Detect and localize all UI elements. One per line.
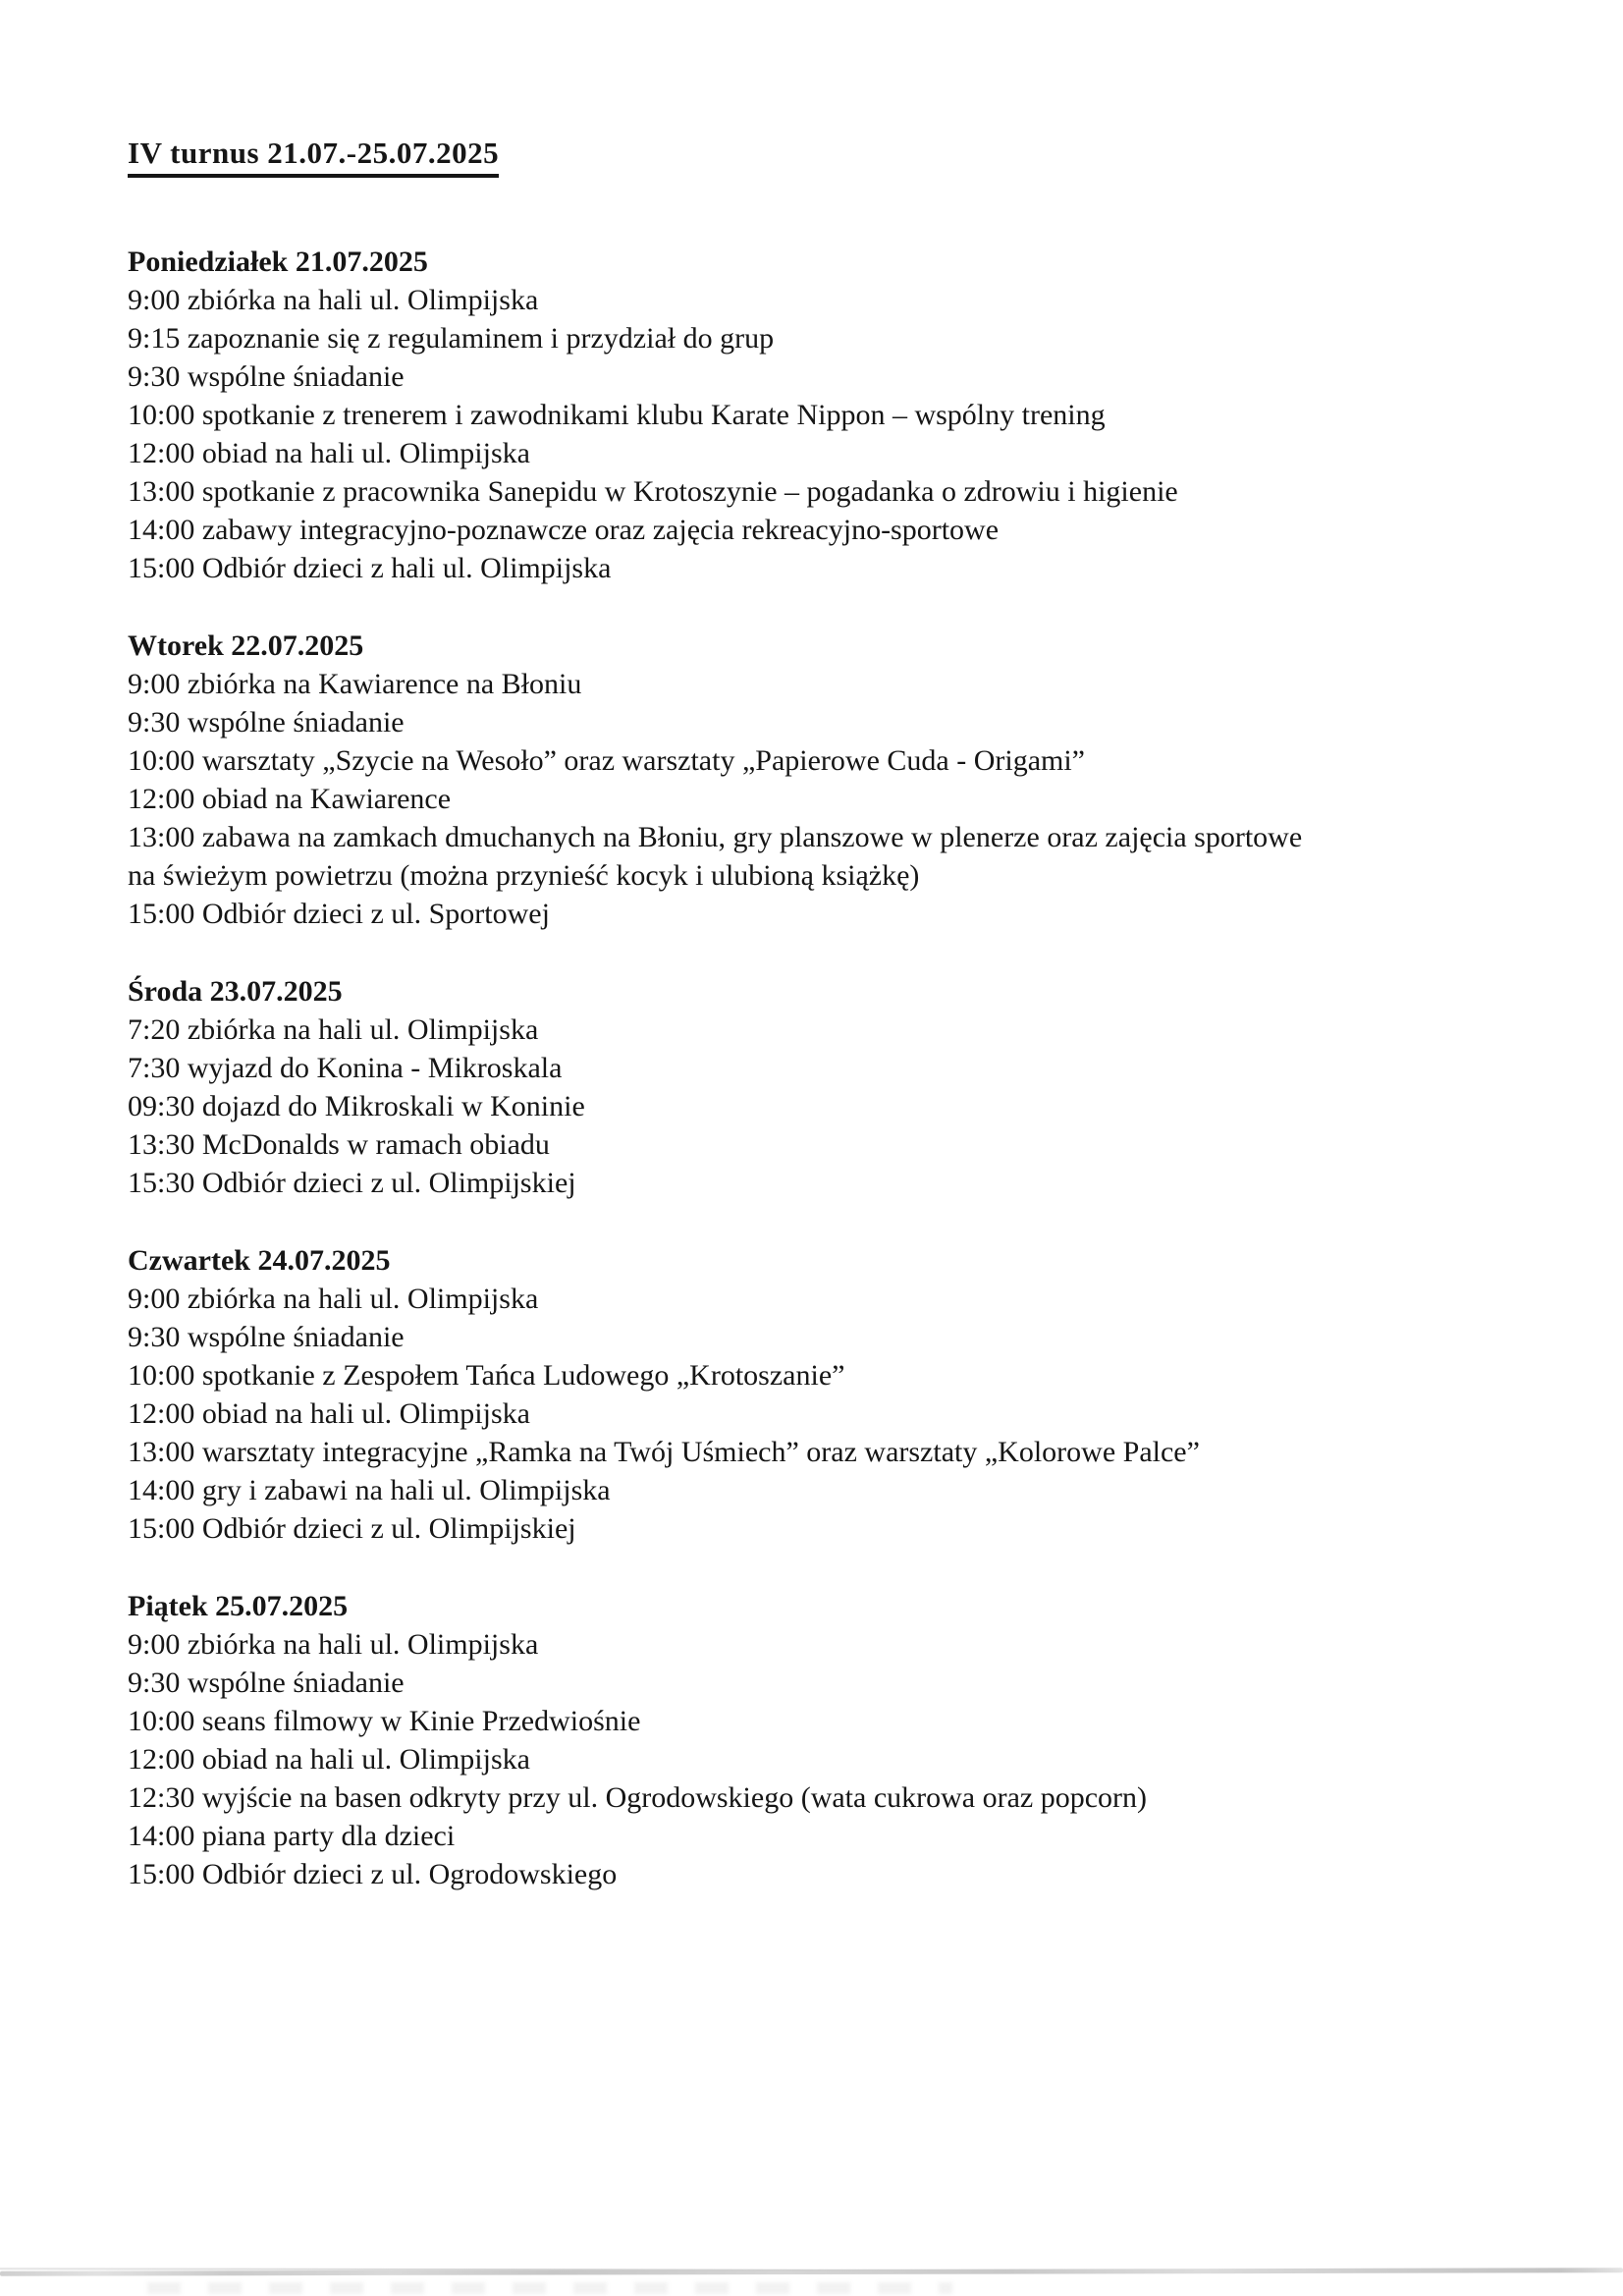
schedule-line: 14:00 gry i zabawi na hali ul. Olimpijska xyxy=(128,1473,611,1506)
day-section xyxy=(128,1587,1564,1893)
day-header: Wtorek 22.07.2025 xyxy=(128,629,364,662)
schedule-line: 10:00 spotkanie z Zespołem Tańca Ludowego „Krotoszanie” xyxy=(128,1358,845,1392)
day-section xyxy=(128,972,1564,1202)
schedule-line: 10:00 seans filmowy w Kinie Przedwiośnie xyxy=(128,1704,641,1737)
scan-bleedthrough-smudge xyxy=(147,2282,952,2294)
schedule-line: 09:30 dojazd do Mikroskali w Koninie xyxy=(128,1089,585,1122)
schedule-line: 12:00 obiad na hali ul. Olimpijska xyxy=(128,1742,530,1776)
schedule-line: 15:00 Odbiór dzieci z ul. Ogrodowskiego xyxy=(128,1857,618,1890)
schedule-line: 13:00 warsztaty integracyjne „Ramka na Twój Uśmiech” oraz warsztaty „Kolorowe Palce” xyxy=(128,1435,1200,1468)
schedule-line: 10:00 warsztaty „Szycie na Wesoło” oraz warsztaty „Papierowe Cuda - Origami” xyxy=(128,743,1085,777)
schedule-line: 13:00 zabawa na zamkach dmuchanych na Błoniu, gry planszowe w plenerze oraz zajęcia sportowe xyxy=(128,820,1303,853)
schedule-line: 13:30 McDonalds w ramach obiadu xyxy=(128,1127,550,1161)
schedule-line: 9:30 wspólne śniadanie xyxy=(128,1666,405,1699)
schedule-line: 9:30 wspólne śniadanie xyxy=(128,359,405,393)
day-section xyxy=(128,627,1564,933)
schedule-line: 9:15 zapoznanie się z regulaminem i przydział do grup xyxy=(128,321,775,355)
schedule-line: 9:00 zbiórka na hali ul. Olimpijska xyxy=(128,1627,539,1661)
schedule-line: 15:00 Odbiór dzieci z ul. Sportowej xyxy=(128,897,550,930)
day-section xyxy=(128,1241,1564,1548)
page-title: IV turnus 21.07.-25.07.2025 xyxy=(128,136,499,178)
schedule-line: na świeżym powietrzu (można przynieść kocyk i ulubioną książkę) xyxy=(128,858,920,892)
schedule-line: 9:30 wspólne śniadanie xyxy=(128,705,405,738)
schedule-line: 13:00 spotkanie z pracownika Sanepidu w Krotoszynie – pogadanka o zdrowiu i higienie xyxy=(128,474,1178,508)
day-header: Piątek 25.07.2025 xyxy=(128,1589,349,1622)
schedule-line: 15:30 Odbiór dzieci z ul. Olimpijskiej xyxy=(128,1166,576,1199)
schedule-line: 15:00 Odbiór dzieci z ul. Olimpijskiej xyxy=(128,1511,576,1545)
schedule-line: 9:30 wspólne śniadanie xyxy=(128,1320,405,1353)
schedule-line: 9:00 zbiórka na hali ul. Olimpijska xyxy=(128,1282,539,1315)
schedule-line: 7:30 wyjazd do Konina - Mikroskala xyxy=(128,1051,563,1084)
schedule-line: 9:00 zbiórka na hali ul. Olimpijska xyxy=(128,283,539,316)
schedule-days xyxy=(128,243,1564,1893)
schedule-line: 12:00 obiad na hali ul. Olimpijska xyxy=(128,436,530,469)
day-header: Poniedziałek 21.07.2025 xyxy=(128,245,428,278)
day-header: Środa 23.07.2025 xyxy=(128,974,343,1008)
schedule-line: 14:00 zabawy integracyjno-poznawcze oraz zajęcia rekreacyjno-sportowe xyxy=(128,513,1000,546)
schedule-line: 10:00 spotkanie z trenerem i zawodnikami klubu Karate Nippon – wspólny trening xyxy=(128,398,1106,431)
schedule-line: 12:30 wyjście na basen odkryty przy ul. Ogrodowskiego (wata cukrowa oraz popcorn) xyxy=(128,1780,1148,1814)
schedule-line: 7:20 zbiórka na hali ul. Olimpijska xyxy=(128,1012,539,1046)
schedule-line: 15:00 Odbiór dzieci z hali ul. Olimpijska xyxy=(128,551,612,584)
schedule-line: 9:00 zbiórka na Kawiarence na Błoniu xyxy=(128,667,582,700)
day-header: Czwartek 24.07.2025 xyxy=(128,1243,391,1277)
day-section xyxy=(128,243,1564,587)
schedule-line: 12:00 obiad na Kawiarence xyxy=(128,782,452,815)
schedule-line: 14:00 piana party dla dzieci xyxy=(128,1819,456,1852)
schedule-line: 12:00 obiad na hali ul. Olimpijska xyxy=(128,1396,530,1430)
